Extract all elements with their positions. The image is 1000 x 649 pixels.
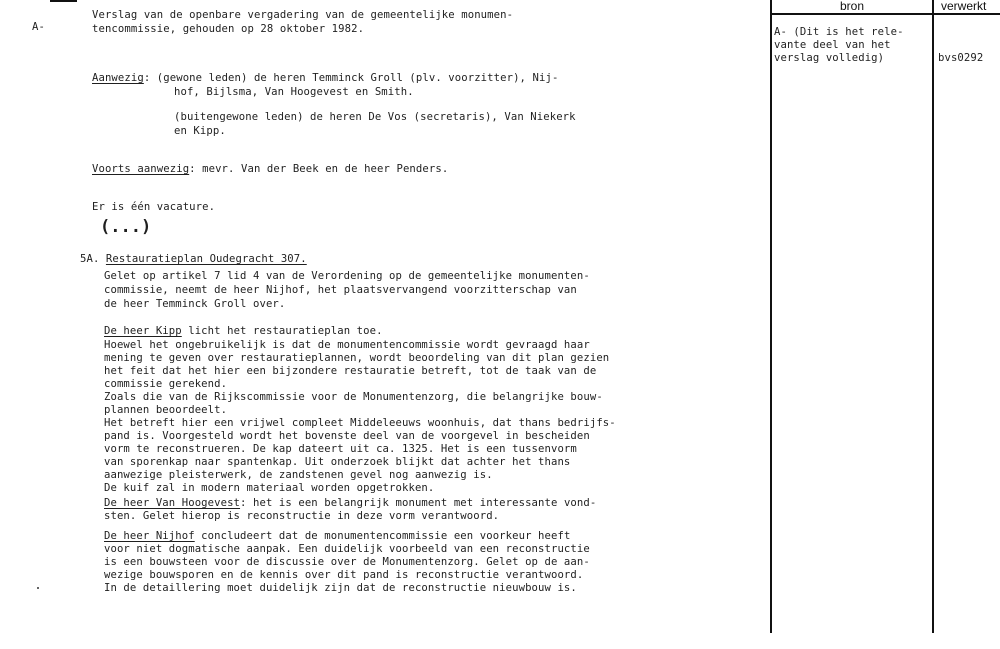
intro-line: Gelet op artikel 7 lid 4 van de Verordening op de gemeentelijke monumenten- xyxy=(104,270,590,282)
ledger-source-note-line: vante deel van het xyxy=(774,39,891,51)
also-present-label: Voorts aanwezig xyxy=(92,163,190,175)
kipp-body-line: aanwezige pleisterwerk, de zandstenen gevel nog aanwezig is. xyxy=(104,469,493,481)
omission-ellipsis: (...) xyxy=(100,217,152,237)
speaker-nijhof: De heer Nijhof xyxy=(104,530,195,542)
section-heading xyxy=(80,253,307,267)
kipp-body-line: het feit dat het hier een bijzondere restauratie betreft, tot de taak van de xyxy=(104,365,597,377)
kipp-body-line: plannen beoordeelt. xyxy=(104,404,228,416)
kipp-heading-line xyxy=(104,325,383,339)
kipp-intro: licht het restauratieplan toe. xyxy=(181,325,383,337)
kipp-body-line: commissie gerekend. xyxy=(104,378,228,390)
attendance-line-4: en Kipp. xyxy=(174,125,226,137)
also-present-names: : mevr. Van der Beek en de heer Penders. xyxy=(189,163,449,175)
kipp-body-line: vorm te reconstrueren. De kap dateert uit ca. 1325. Het is een tussenvorm xyxy=(104,443,577,455)
nijhof-statement: concludeert dat de monumentencommissie een voorkeur heeft xyxy=(194,530,571,542)
report-title-line-1: Verslag van de openbare vergadering van de gemeentelijke monumen- xyxy=(92,9,514,21)
attendance-line-1 xyxy=(92,72,558,86)
section-title: Restauratieplan Oudegracht 307. xyxy=(105,253,307,265)
nijhof-body-line: wezige bouwsporen en de kennis over dit pand is reconstructie verantwoord. xyxy=(104,569,584,581)
top-left-rule xyxy=(50,0,77,2)
ledger-source-note-line: A- (Dit is het rele- xyxy=(774,26,904,38)
kipp-body-line: mening te geven over restauratieplannen, wordt beoordeling van dit plan gezien xyxy=(104,352,610,364)
ledger-left-border xyxy=(770,0,772,633)
speaker-van-hoogevest: De heer Van Hoogevest xyxy=(104,497,241,509)
attendance-line-2: hof, Bijlsma, Van Hoogevest en Smith. xyxy=(174,86,414,98)
kipp-body-line: Hoewel het ongebruikelijk is dat de monumentencommissie wordt gevraagd haar xyxy=(104,339,590,351)
ledger-column-divider xyxy=(932,0,934,633)
nijhof-body-line: voor niet dogmatische aanpak. Een duidelijk voorbeeld van een reconstructie xyxy=(104,543,590,555)
ledger-header-bron: bron xyxy=(840,0,865,13)
section-number: 5A. xyxy=(80,253,100,265)
speaker-kipp: De heer Kipp xyxy=(104,325,182,337)
intro-line: commissie, neemt de heer Nijhof, het plaatsvervangend voorzitterschap van xyxy=(104,284,577,296)
also-present-line xyxy=(92,163,448,177)
nijhof-body-line: is een bouwsteen voor de discussie over de Monumentenzorg. Gelet op de aan- xyxy=(104,556,590,568)
attendance-label: Aanwezig xyxy=(92,72,144,84)
ledger-header-verwerkt: verwerkt xyxy=(941,0,987,13)
attendance-line-3: (buitengewone leden) de heren De Vos (secretaris), Van Niekerk xyxy=(174,111,576,123)
nijhof-body-line: In de detaillering moet duidelijk zijn dat de reconstructie nieuwbouw is. xyxy=(104,582,577,594)
kipp-body-line: pand is. Voorgesteld wordt het bovenste deel van de voorgevel in bescheiden xyxy=(104,430,590,442)
margin-marker: A- xyxy=(32,21,45,33)
intro-line: de heer Temminck Groll over. xyxy=(104,298,286,310)
ledger-source-note-line: verslag volledig) xyxy=(774,52,885,64)
ledger-header-rule xyxy=(770,13,1000,15)
report-title-line-2: tencommissie, gehouden op 28 oktober 1982. xyxy=(92,23,365,35)
nijhof-line-1 xyxy=(104,530,570,544)
kipp-body-line: De kuif zal in modern materiaal worden opgetrokken. xyxy=(104,482,435,494)
kipp-body-line: Zoals die van de Rijkscommissie voor de Monumentenzorg, die belangrijke bouw- xyxy=(104,391,603,403)
kipp-body-line: van sporenkap naar spantenkap. Uit onderzoek blijkt dat achter het thans xyxy=(104,456,571,468)
margin-dot xyxy=(37,587,39,589)
attendance-regular-members: : (gewone leden) de heren Temminck Groll (plv. voorzitter), Nij- xyxy=(143,72,559,84)
hoogevest-line-1 xyxy=(104,497,596,511)
hoogevest-statement: : het is een belangrijk monument met interessante vond- xyxy=(240,497,597,509)
hoogevest-line-2: sten. Gelet hierop is reconstructie in deze vorm verantwoord. xyxy=(104,510,500,522)
ledger-processed-code: bvs0292 xyxy=(938,52,984,64)
kipp-body-line: Het betreft hier een vrijwel compleet Middeleeuws woonhuis, dat thans bedrijfs- xyxy=(104,417,616,429)
vacancy-line: Er is één vacature. xyxy=(92,201,216,213)
